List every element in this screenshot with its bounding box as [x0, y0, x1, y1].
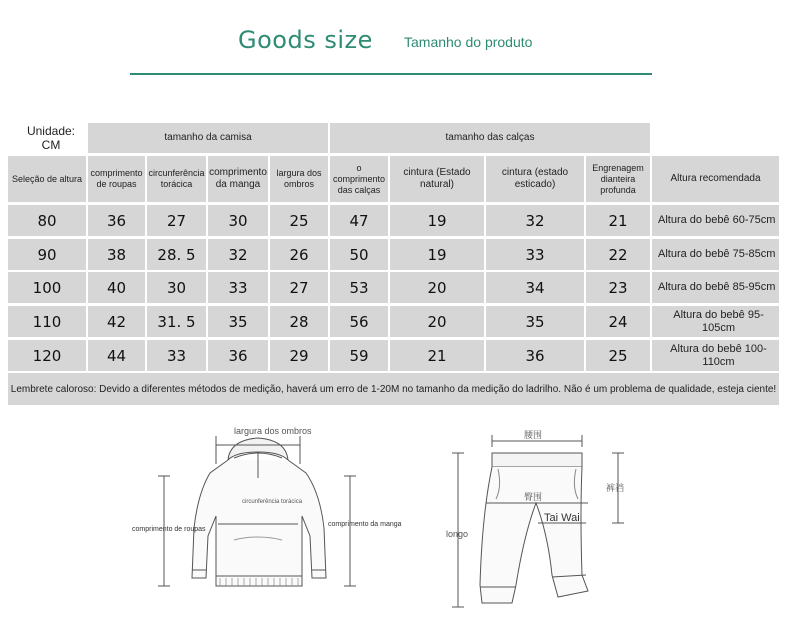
label-thigh: Tai Wai [544, 512, 580, 524]
cell-waist-natural: 21 [390, 340, 484, 371]
col-waist-natural: cintura (Estado natural) [390, 156, 484, 202]
cell-front-rise: 21 [586, 205, 650, 236]
cell-chest: 28. 5 [147, 239, 206, 270]
cell-pants-length: 56 [330, 306, 388, 337]
cell-waist-stretched: 36 [486, 340, 584, 371]
label-shoulder: largura dos ombros [234, 426, 312, 436]
cell-height: 120 [8, 340, 86, 371]
cell-clothes-length: 42 [88, 306, 145, 337]
cell-shoulder: 25 [270, 205, 328, 236]
col-waist-stretched: cintura (estado esticado) [486, 156, 584, 202]
cell-sleeve: 32 [208, 239, 268, 270]
cell-shoulder: 29 [270, 340, 328, 371]
label-rise: 裤裆 [606, 483, 625, 493]
page-title: Goods size [238, 26, 373, 54]
cell-front-rise: 23 [586, 272, 650, 303]
cell-shoulder: 26 [270, 239, 328, 270]
cell-clothes-length: 44 [88, 340, 145, 371]
pants-diagram [440, 425, 660, 615]
cell-sleeve: 30 [208, 205, 268, 236]
cell-front-rise: 24 [586, 306, 650, 337]
col-sleeve: comprimento da manga [208, 156, 268, 202]
cell-height: 90 [8, 239, 86, 270]
label-clothes-length: comprimento de roupas [132, 526, 206, 533]
cell-clothes-length: 36 [88, 205, 145, 236]
cell-waist-natural: 19 [390, 239, 484, 270]
cell-sleeve: 36 [208, 340, 268, 371]
group-pants-header: tamanho das calças [330, 123, 650, 153]
label-sleeve-length: comprimento da manga [328, 521, 402, 528]
cell-pants-length: 47 [330, 205, 388, 236]
col-pants-length: o comprimento das calças [330, 156, 388, 202]
col-front-rise: Engrenagem dianteira profunda [586, 156, 650, 202]
group-shirt-header: tamanho da camisa [88, 123, 328, 153]
cell-pants-length: 59 [330, 340, 388, 371]
cell-recommended-height: Altura do bebê 85-95cm [652, 272, 779, 303]
cell-shoulder: 28 [270, 306, 328, 337]
cell-front-rise: 25 [586, 340, 650, 371]
cell-recommended-height: Altura do bebê 75-85cm [652, 239, 779, 270]
cell-sleeve: 35 [208, 306, 268, 337]
cell-chest: 33 [147, 340, 206, 371]
measurement-note: Lembrete caloroso: Devido a diferentes métodos de medição, haverá um erro de 1-20M no tamanho da medição do ladrilho. Não é um problema de qualidade, esteja ciente! [8, 373, 779, 405]
cell-clothes-length: 40 [88, 272, 145, 303]
cell-pants-length: 50 [330, 239, 388, 270]
cell-height: 80 [8, 205, 86, 236]
cell-waist-stretched: 35 [486, 306, 584, 337]
cell-height: 110 [8, 306, 86, 337]
cell-waist-stretched: 34 [486, 272, 584, 303]
unit-label: Unidade: CM [8, 124, 86, 152]
col-shoulder: largura dos ombros [270, 156, 328, 202]
cell-waist-stretched: 32 [486, 205, 584, 236]
col-chest: circunferência torácica [147, 156, 206, 202]
col-recommended-height: Altura recomendada [652, 156, 779, 202]
title-divider [130, 73, 652, 75]
col-clothes-length: comprimento de roupas [88, 156, 145, 202]
cell-waist-natural: 20 [390, 272, 484, 303]
cell-sleeve: 33 [208, 272, 268, 303]
cell-clothes-length: 38 [88, 239, 145, 270]
cell-recommended-height: Altura do bebê 60-75cm [652, 205, 779, 236]
cell-chest: 31. 5 [147, 306, 206, 337]
cell-chest: 30 [147, 272, 206, 303]
label-waist: 腰围 [524, 430, 543, 440]
cell-chest: 27 [147, 205, 206, 236]
cell-waist-natural: 19 [390, 205, 484, 236]
cell-front-rise: 22 [586, 239, 650, 270]
cell-recommended-height: Altura do bebê 100-110cm [652, 340, 779, 371]
cell-recommended-height: Altura do bebê 95-105cm [652, 306, 779, 337]
label-pants-length: longo [446, 529, 469, 539]
cell-waist-natural: 20 [390, 306, 484, 337]
shirt-diagram [130, 418, 402, 598]
label-hip: 臀围 [524, 492, 543, 502]
col-height-selection: Seleção de altura [8, 156, 86, 202]
page-subtitle: Tamanho do produto [404, 34, 533, 50]
label-chest: circunferência torácica [242, 499, 303, 505]
cell-pants-length: 53 [330, 272, 388, 303]
cell-shoulder: 27 [270, 272, 328, 303]
cell-waist-stretched: 33 [486, 239, 584, 270]
cell-height: 100 [8, 272, 86, 303]
